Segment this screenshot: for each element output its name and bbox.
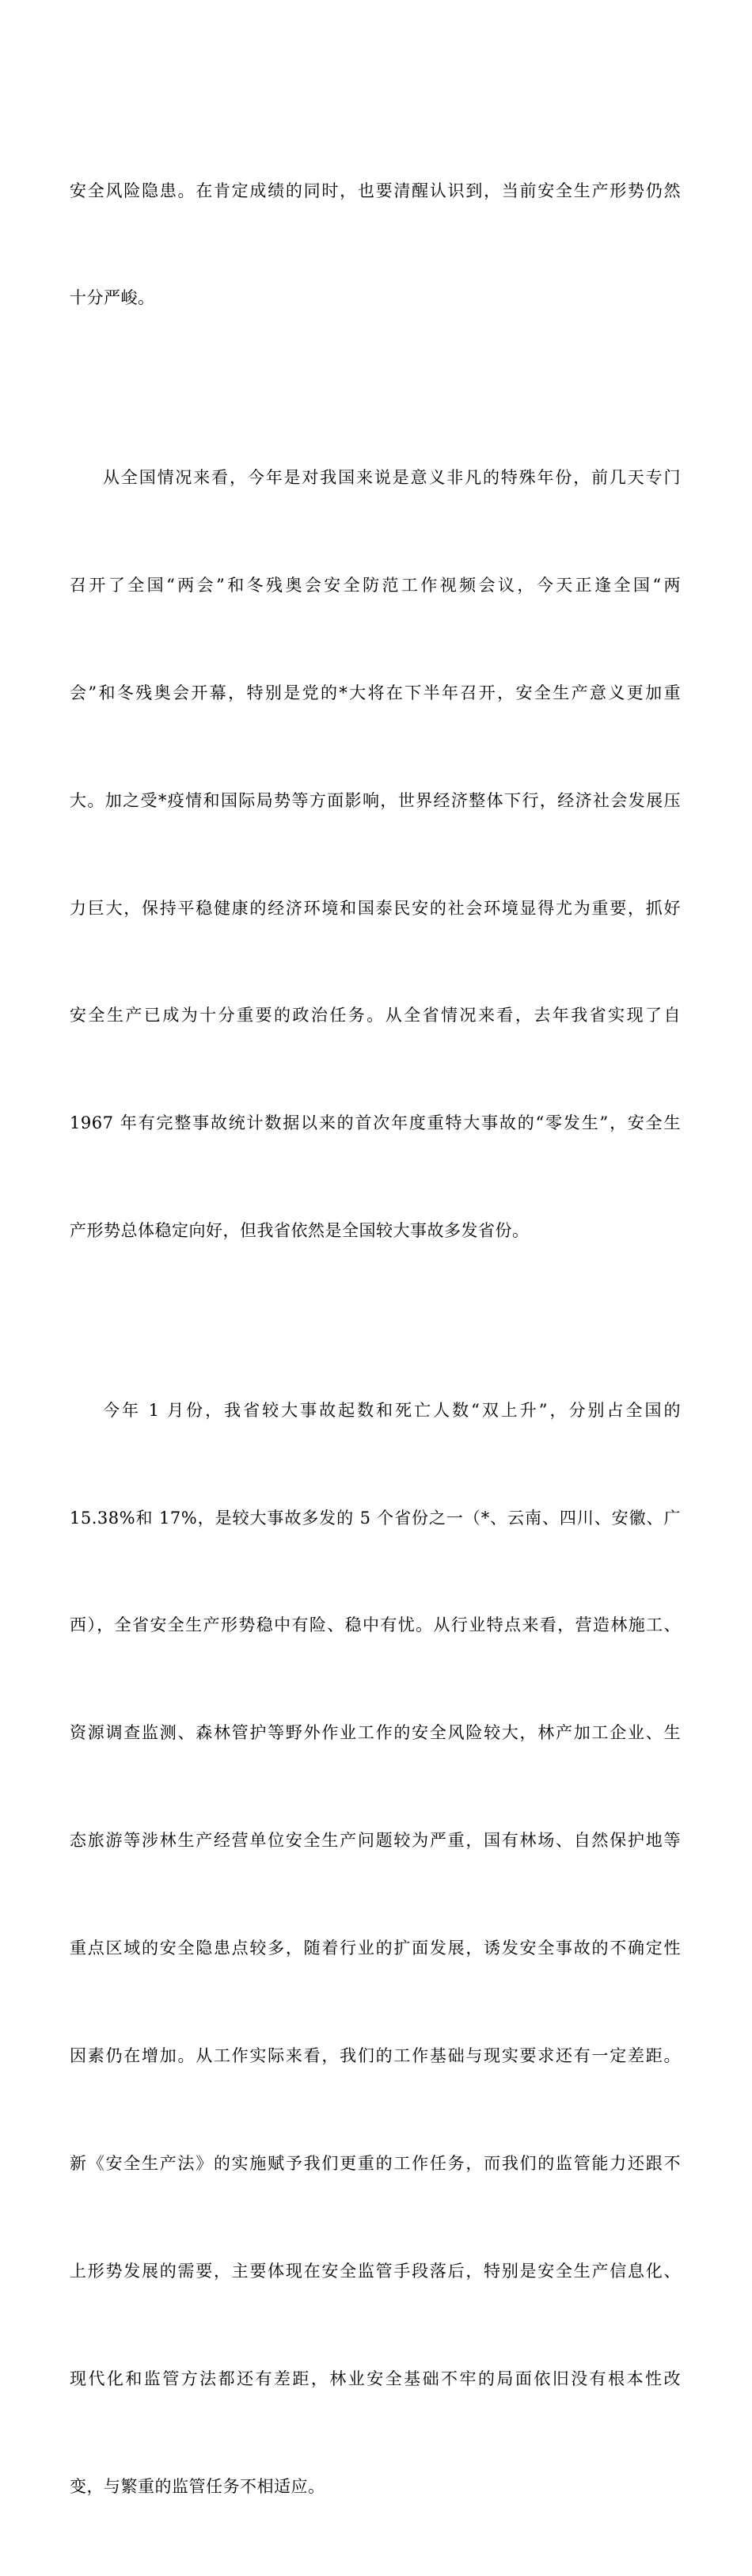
text-line: 产形势总体稳定向好，但我省依然是全国较大事故多发省份。	[70, 1221, 530, 1241]
paragraph-2	[70, 388, 681, 1321]
text-line: 15.38%和 17%，是较大事故多发的 5 个省份之一（*、云南、四川、安徽、广	[70, 1508, 681, 1528]
text-line: 十分严峻。	[70, 288, 155, 308]
text-line: 上形势发展的需要，主要体现在安全监管手段落后，特别是安全生产信息化、	[70, 2261, 681, 2281]
text-line: 变，与繁重的监管任务不相适应。	[70, 2476, 325, 2496]
text-line: 1967 年有完整事故统计数据以来的首次年度重特大事故的“零发生”，安全生	[70, 1113, 681, 1133]
text-line: 大。加之受*疫情和国际局势等方面影响，世界经济整体下行，经济社会发展压	[70, 790, 681, 810]
text-line: 召开了全国“两会”和冬残奥会安全防范工作视频会议，今天正逢全国“两	[70, 575, 681, 595]
text-line: 态旅游等涉林生产经营单位安全生产问题较为严重，国有林场、自然保护地等	[70, 1831, 681, 1851]
text-line: 从全国情况来看，今年是对我国来说是意义非凡的特殊年份，前几天专门	[103, 467, 681, 487]
text-line: 因素仍在增加。从工作实际来看，我们的工作基础与现实要求还有一定差距。	[70, 2046, 681, 2066]
document-body	[70, 101, 681, 2576]
paragraph-3	[70, 1321, 681, 2576]
text-line: 现代化和监管方法都还有差距，林业安全基础不牢的局面依旧没有根本性改	[70, 2369, 681, 2388]
text-line: 西），全省安全生产形势稳中有险、稳中有忧。从行业特点来看，营造林施工、	[70, 1615, 681, 1635]
text-line: 重点区域的安全隐患点较多，随着行业的扩面发展，诱发安全事故的不确定性	[70, 1939, 681, 1958]
text-line: 力巨大，保持平稳健康的经济环境和国泰民安的社会环境显得尤为重要，抓好	[70, 898, 681, 918]
text-line: 资源调查监测、森林管护等野外作业工作的安全风险较大，林产加工企业、生	[70, 1723, 681, 1743]
text-line: 安全风险隐患。在肯定成绩的同时，也要清醒认识到，当前安全生产形势仍然	[70, 181, 681, 200]
text-line: 会”和冬残奥会开幕，特别是党的*大将在下半年召开，安全生产意义更加重	[70, 683, 681, 702]
text-line: 安全生产已成为十分重要的政治任务。从全省情况来看，去年我省实现了自	[70, 1006, 681, 1025]
text-line: 新《安全生产法》的实施赋予我们更重的工作任务，而我们的监管能力还跟不	[70, 2153, 681, 2173]
text-line: 今年 1 月份，我省较大事故起数和死亡人数“双上升”，分别占全国的	[103, 1400, 681, 1420]
paragraph-1	[70, 101, 681, 388]
